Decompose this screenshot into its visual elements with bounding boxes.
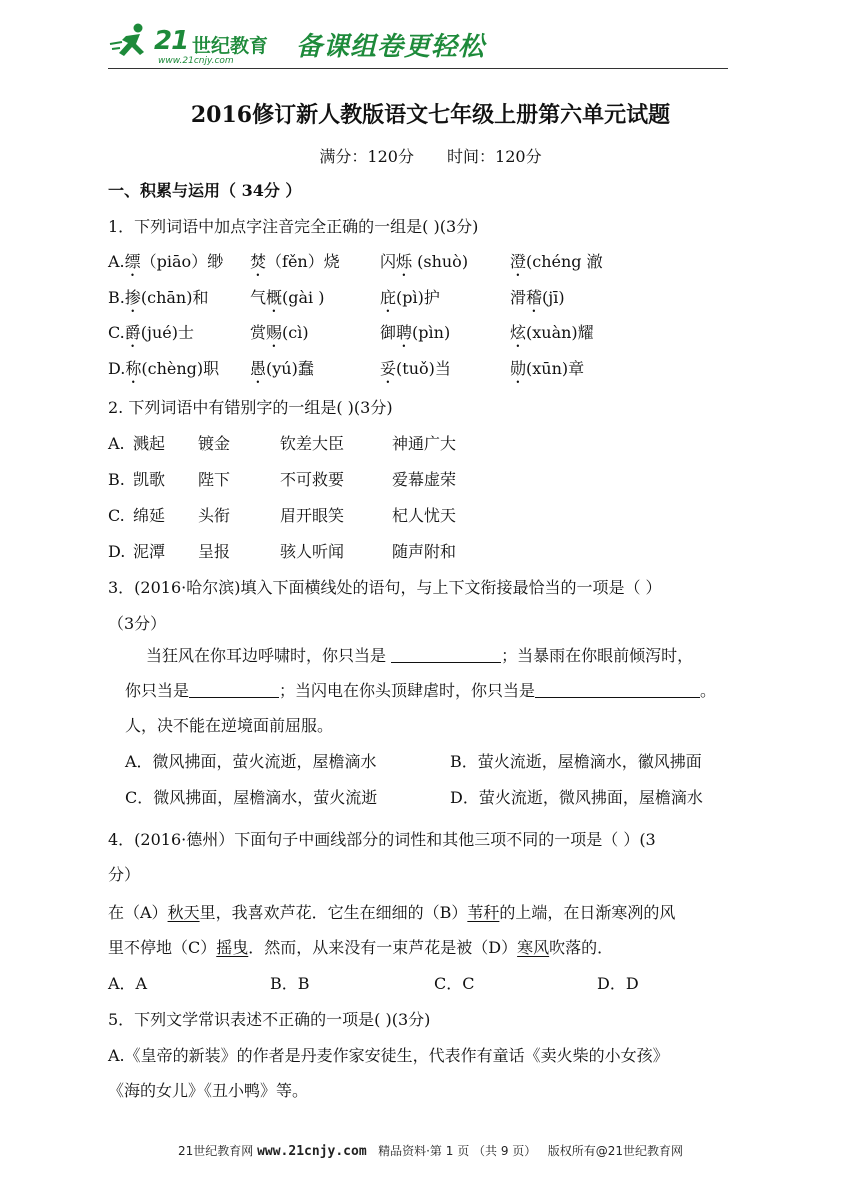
footer-rights: 版权所有@21世纪教育网 (547, 1144, 684, 1158)
passage-text: 。 (700, 681, 717, 700)
question-4-option-a: A．A (108, 974, 148, 993)
logo-text: 世纪教育 (192, 35, 269, 57)
total-score: 满分：120分 (319, 147, 414, 166)
option-word: 陛下 (198, 470, 231, 489)
question-2-stem: 2. 下列词语中有错别字的一组是( )(3分) (108, 398, 393, 417)
pinyin-text: (xuàn)耀 (526, 323, 594, 342)
option-label: D. (108, 542, 126, 561)
question-1-option-item (510, 287, 565, 316)
question-1-option-item (108, 287, 208, 316)
pinyin-text: (jī) (542, 288, 565, 307)
word-prefix: 闪 (380, 252, 397, 271)
option-word: 泥潭 (133, 542, 166, 561)
question-1-option-item (380, 287, 440, 316)
option-word: 钦差大臣 (280, 434, 345, 453)
sentence-text: 里不停地（C） (108, 938, 217, 957)
option-word: 绵延 (133, 506, 166, 525)
question-1-option-item (250, 322, 309, 351)
dotted-character: 愚 (250, 359, 267, 378)
dotted-character: 烁 (396, 252, 413, 271)
question-4-option-d: D．D (597, 974, 639, 993)
time-limit: 时间：120分 (447, 147, 542, 166)
option-word: 爱幕虚荣 (392, 470, 457, 489)
passage-text: 当狂风在你耳边呼啸时，你只当是 (146, 646, 387, 665)
pinyin-text: (gài ) (282, 288, 325, 307)
question-4-sentence-line-2 (108, 937, 613, 959)
question-3-passage-line-3: 人，决不能在逆境面前屈服。 (125, 716, 334, 735)
dotted-character: 炫 (510, 323, 527, 342)
underlined-word-c: 摇曳 (216, 938, 249, 957)
option-label: B. (108, 470, 125, 489)
question-1-option-item (108, 358, 219, 387)
question-3-passage-line-1 (146, 645, 693, 667)
pinyin-text: (chān)和 (140, 288, 209, 307)
exam-meta (0, 144, 861, 167)
pinyin-text: (shuò) (412, 252, 469, 271)
question-1-option-item (510, 358, 584, 387)
option-word: 不可救要 (280, 470, 345, 489)
dotted-character: 澄 (510, 252, 527, 271)
option-label: A. (108, 252, 125, 271)
word-prefix: 滑 (510, 288, 527, 307)
passage-text: ；当闪电在你头顶肆虐时，你只当是 (279, 681, 536, 700)
underlined-word-b: 苇秆 (467, 903, 500, 922)
question-3-passage-line-2 (125, 680, 716, 702)
option-word: 眉开眼笑 (280, 506, 345, 525)
option-word: 神通广大 (392, 434, 457, 453)
sentence-text: 吹落的． (549, 938, 614, 957)
dotted-character: 掺 (124, 288, 141, 307)
dotted-character: 妥 (380, 359, 397, 378)
pinyin-text: (yú)蠢 (266, 359, 314, 378)
dotted-character: 概 (266, 288, 283, 307)
option-word: 头衔 (198, 506, 231, 525)
question-4-sentence-line-1 (108, 902, 675, 924)
section-heading: 一、积累与运用（ 34分 ） (108, 181, 302, 200)
sentence-text: ．然而，从来没有一束芦花是被（D） (248, 938, 518, 957)
option-label: C. (108, 323, 125, 342)
option-label: C. (108, 506, 125, 525)
question-1-option-item (380, 358, 451, 387)
option-word: 呈报 (198, 542, 231, 561)
option-word: 镀金 (198, 434, 231, 453)
answer-blank-2 (189, 681, 279, 698)
question-1-option-item (380, 322, 450, 351)
underlined-word-d: 寒风 (517, 938, 550, 957)
dotted-character: 勋 (510, 359, 527, 378)
question-3-stem: 3．(2016·哈尔滨)填入下面横线处的语句，与上下文衔接最恰当的一项是（ ） (108, 578, 662, 597)
option-word: 随声附和 (392, 542, 457, 561)
question-5-option-a-cont: 《海的女儿》《丑小鸭》等。 (108, 1081, 309, 1100)
option-word: 骇人听闻 (280, 542, 345, 561)
underlined-word-a: 秋天 (167, 903, 200, 922)
word-prefix: 气 (250, 288, 267, 307)
option-word: 凯歌 (133, 470, 166, 489)
question-1-stem: 1．下列词语中加点字注音完全正确的一组是( )(3分) (108, 217, 479, 236)
dotted-character: 聘 (396, 323, 413, 342)
pinyin-text: (cì) (282, 323, 309, 342)
question-1-option-item (250, 251, 340, 280)
sentence-text: 在（A） (108, 903, 168, 922)
pinyin-text: （fěn）烧 (266, 252, 340, 271)
sentence-text: 的上端，在日渐寒冽的风 (499, 903, 676, 922)
question-3-option-a: A．微风拂面，萤火流逝，屋檐滴水 (125, 752, 377, 771)
question-3-option-c: C．微风拂面，屋檐滴水，萤火流逝 (125, 788, 378, 807)
question-4-stem: 4．(2016·德州）下面句子中画线部分的词性和其他三项不同的一项是（ ）(3 (108, 830, 656, 849)
question-1-option-item (380, 251, 468, 280)
question-4-option-c: C．C (434, 974, 475, 993)
question-1-option-item (250, 358, 314, 387)
page-title: 2016修订新人教版语文七年级上册第六单元试题 (190, 102, 671, 128)
dotted-character: 缥 (124, 252, 141, 271)
footer-url[interactable]: www.21cnjy.com (257, 1144, 367, 1159)
sentence-text: 里，我喜欢芦花．它生在细细的（B） (199, 903, 468, 922)
question-4-stem-cont: 分） (108, 865, 141, 884)
dotted-character: 爵 (124, 323, 141, 342)
question-5-option-a: A.《皇帝的新装》的作者是丹麦作家安徒生，代表作有童话《卖火柴的小女孩》 (108, 1046, 669, 1065)
logo-url: www.21cnjy.com (158, 56, 234, 66)
question-3-option-b: B．萤火流逝，屋檐滴水，徽风拂面 (450, 752, 702, 771)
logo-number: 21 (154, 26, 189, 56)
option-label: B. (108, 288, 125, 307)
option-word: 杞人忧天 (392, 506, 457, 525)
pinyin-text: (jué)士 (140, 323, 195, 342)
option-word: 溅起 (133, 434, 166, 453)
pinyin-text: （piāo）缈 (140, 252, 224, 271)
passage-text: ；当暴雨在你眼前倾泻时， (501, 646, 694, 665)
dotted-character: 庇 (380, 288, 397, 307)
footer-site: 21世纪教育网 (177, 1144, 254, 1158)
question-1-option-item (250, 287, 325, 316)
footer-page: 精品资料·第 1 页 （共 9 页） (378, 1144, 537, 1158)
header-divider (108, 68, 728, 69)
question-1-option-item (108, 322, 194, 351)
question-5-stem: 5．下列文学常识表述不正确的一项是( )(3分) (108, 1010, 431, 1029)
question-3-score: （3分） (108, 614, 167, 633)
option-label: A. (108, 434, 125, 453)
pinyin-text: (tuǒ)当 (396, 359, 451, 378)
dotted-character: 称 (125, 359, 142, 378)
question-1-option-item (108, 251, 223, 280)
passage-text: 你只当是 (125, 681, 190, 700)
dotted-character: 焚 (250, 252, 267, 271)
word-prefix: 赏 (250, 323, 267, 342)
dotted-character: 赐 (266, 323, 283, 342)
page-header (108, 22, 728, 70)
question-1-option-item (510, 251, 603, 280)
question-1-option-item (510, 322, 594, 351)
pinyin-text: (pì)护 (396, 288, 440, 307)
answer-blank-1 (391, 646, 501, 663)
page-footer (0, 1142, 861, 1159)
dotted-character: 稽 (526, 288, 543, 307)
pinyin-text: (pìn) (412, 323, 451, 342)
question-4-option-b: B．B (270, 974, 310, 993)
pinyin-text: (chéng 澈 (526, 252, 603, 271)
pinyin-text: (chèng)职 (141, 359, 220, 378)
runner-logo-icon (108, 22, 154, 62)
word-prefix: 御 (380, 323, 397, 342)
option-label: D. (108, 359, 126, 378)
header-slogan: 备课组卷更轻松 (296, 32, 486, 62)
pinyin-text: (xūn)章 (526, 359, 585, 378)
answer-blank-3 (535, 681, 700, 698)
question-3-option-d: D．萤火流逝，微风拂面，屋檐滴水 (450, 788, 703, 807)
